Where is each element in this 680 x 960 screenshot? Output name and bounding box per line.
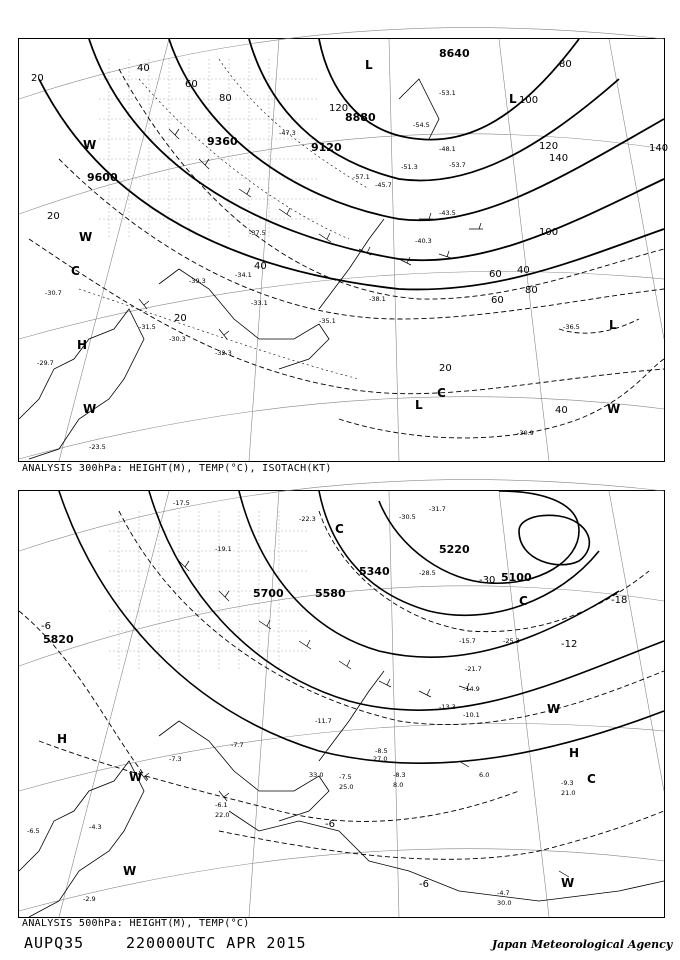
high-symbol: H <box>57 732 68 746</box>
station-temp: -47.3 <box>279 129 296 137</box>
station-value: -6.5 <box>27 827 40 835</box>
agency-name: Japan Meteorological Agency <box>492 938 673 951</box>
caption-500hpa: ANALYSIS 500hPa: HEIGHT(M), TEMP(°C) <box>22 918 250 929</box>
station-value: -8.3 <box>393 771 406 779</box>
station-temp: -30.7 <box>45 289 62 297</box>
station-value: 30.0 <box>497 899 512 907</box>
height-label: 9600 <box>87 171 118 184</box>
height-label: 5340 <box>359 565 390 578</box>
temp-contour-label: -30 <box>479 575 496 586</box>
station-temp: -37.5 <box>249 229 266 237</box>
height-label: 5220 <box>439 543 470 556</box>
station-value: -22.3 <box>299 515 316 523</box>
map-500hpa-svg <box>19 491 664 917</box>
station-temp: -33.1 <box>251 299 268 307</box>
temp-contour-label: -6 <box>325 819 335 830</box>
isotach-label: 40 <box>137 63 150 74</box>
isotachs-300 <box>29 69 664 438</box>
high-symbol: H <box>569 746 580 760</box>
station-temp: -54.5 <box>413 121 430 129</box>
isotach-label: 60 <box>491 295 504 306</box>
high-symbol: H <box>77 338 88 352</box>
station-value: -7.5 <box>339 773 352 781</box>
station-value: -21.7 <box>465 665 482 673</box>
isotach-label: 20 <box>439 363 452 374</box>
station-temp: -57.1 <box>353 173 370 181</box>
cold-symbol: C <box>519 594 528 608</box>
station-temp: -40.3 <box>415 237 432 245</box>
height-label: 8880 <box>345 111 376 124</box>
station-temp: -51.3 <box>401 163 418 171</box>
station-value: 6.0 <box>479 771 490 779</box>
station-temp: -30.9 <box>517 429 534 437</box>
warm-symbol: W <box>561 876 575 890</box>
height-contours-300 <box>39 39 664 289</box>
warm-symbol: W <box>129 770 143 784</box>
isotach-label: 100 <box>519 95 539 106</box>
graticule-300 <box>19 28 664 461</box>
station-temp: -30.3 <box>169 335 186 343</box>
station-temp: -36.5 <box>563 323 580 331</box>
isotach-label: 40 <box>254 261 267 272</box>
height-label: 5700 <box>253 587 284 600</box>
station-value: -19.1 <box>215 545 232 553</box>
station-temp: -35.1 <box>319 317 336 325</box>
isotach-label: 20 <box>47 211 60 222</box>
station-value: -25.3 <box>503 637 520 645</box>
station-value: -15.7 <box>459 637 476 645</box>
station-temp: -39.3 <box>189 277 206 285</box>
warm-symbol: W <box>547 702 561 716</box>
warm-symbol: W <box>123 864 137 878</box>
isotach-label: 20 <box>174 313 187 324</box>
height-label: 8640 <box>439 47 470 60</box>
temp-contour-label: -12 <box>561 639 578 650</box>
cold-symbol: C <box>71 264 80 278</box>
height-label: 5580 <box>315 587 346 600</box>
station-value: -14.9 <box>463 685 480 693</box>
temp-contour-label: -6 <box>41 621 51 632</box>
wind-barbs-300 <box>139 129 483 339</box>
isotach-label: 60 <box>489 269 502 280</box>
isotach-label: 140 <box>649 143 669 154</box>
station-temp: -32.3 <box>215 349 232 357</box>
station-value: -11.7 <box>315 717 332 725</box>
station-temp: -43.5 <box>439 209 456 217</box>
warm-symbol: W <box>83 402 97 416</box>
station-value: -7.3 <box>169 755 182 763</box>
isotach-label: 80 <box>559 59 572 70</box>
low-symbol: L <box>609 318 617 332</box>
station-value: -10.1 <box>463 711 480 719</box>
station-value: 25.0 <box>339 783 354 791</box>
station-temp: -53.7 <box>449 161 466 169</box>
low-symbol: L <box>509 92 517 106</box>
station-temp: -48.1 <box>439 145 456 153</box>
isotach-label: 140 <box>549 153 569 164</box>
chart-id: AUPQ35 <box>24 934 85 952</box>
isotach-label: 120 <box>539 141 559 152</box>
station-value: -31.7 <box>429 505 446 513</box>
grid-hatch-300 <box>99 59 319 239</box>
isotach-label: 80 <box>525 285 538 296</box>
station-temp: -23.5 <box>89 443 106 451</box>
station-value: -28.5 <box>419 569 436 577</box>
station-value: -4.3 <box>89 823 102 831</box>
station-temp: -31.5 <box>139 323 156 331</box>
cold-symbol: C <box>335 522 344 536</box>
wind-barbs-500 <box>139 561 569 877</box>
station-value: 22.0 <box>215 811 230 819</box>
temp-contours-500 <box>19 511 664 859</box>
temp-contour-label: -6 <box>419 879 429 890</box>
isotach-label: 80 <box>219 93 232 104</box>
cold-symbol: C <box>587 772 596 786</box>
warm-symbol: W <box>607 402 621 416</box>
station-temp: -38.1 <box>369 295 386 303</box>
isotach-label: 120 <box>329 103 349 114</box>
station-value: 21.0 <box>561 789 576 797</box>
station-value: -30.5 <box>399 513 416 521</box>
warm-symbol: W <box>83 138 97 152</box>
height-label: 9120 <box>311 141 342 154</box>
station-value: -17.5 <box>173 499 190 507</box>
height-contours-500 <box>59 491 664 763</box>
caption-300hpa: ANALYSIS 300hPa: HEIGHT(M), TEMP(°C), ISOTACH(KT) <box>22 463 332 474</box>
isotach-label: 100 <box>539 227 559 238</box>
isotach-label: 40 <box>555 405 568 416</box>
station-temp: -45.7 <box>375 181 392 189</box>
station-value: -6.1 <box>215 801 228 809</box>
low-symbol: L <box>415 398 423 412</box>
station-value: -2.9 <box>83 895 96 903</box>
map-panel-500hpa <box>18 490 665 918</box>
station-value: 33.0 <box>309 771 324 779</box>
station-temp: -53.1 <box>439 89 456 97</box>
station-value: -7.7 <box>231 741 244 749</box>
station-value: -8.5 <box>375 747 388 755</box>
station-value: 27.0 <box>373 755 388 763</box>
map-panel-300hpa <box>18 38 669 462</box>
station-temp: -29.7 <box>37 359 54 367</box>
warm-symbol: W <box>79 230 93 244</box>
isotach-label: 60 <box>185 79 198 90</box>
isotach-label: 20 <box>31 73 44 84</box>
valid-time: 220000UTC APR 2015 <box>126 934 307 952</box>
height-label: 5820 <box>43 633 74 646</box>
height-label: 9360 <box>207 135 238 148</box>
cold-symbol: C <box>437 386 446 400</box>
station-value: -13.3 <box>439 703 456 711</box>
station-temp: -34.1 <box>235 271 252 279</box>
station-value: -4.7 <box>497 889 510 897</box>
map-300hpa-svg <box>19 39 669 461</box>
isotach-label: 40 <box>517 265 530 276</box>
low-symbol: L <box>365 58 373 72</box>
station-value: 8.0 <box>393 781 404 789</box>
station-value: -9.3 <box>561 779 574 787</box>
temp-contour-label: -18 <box>611 595 628 606</box>
height-label: 5100 <box>501 571 532 584</box>
